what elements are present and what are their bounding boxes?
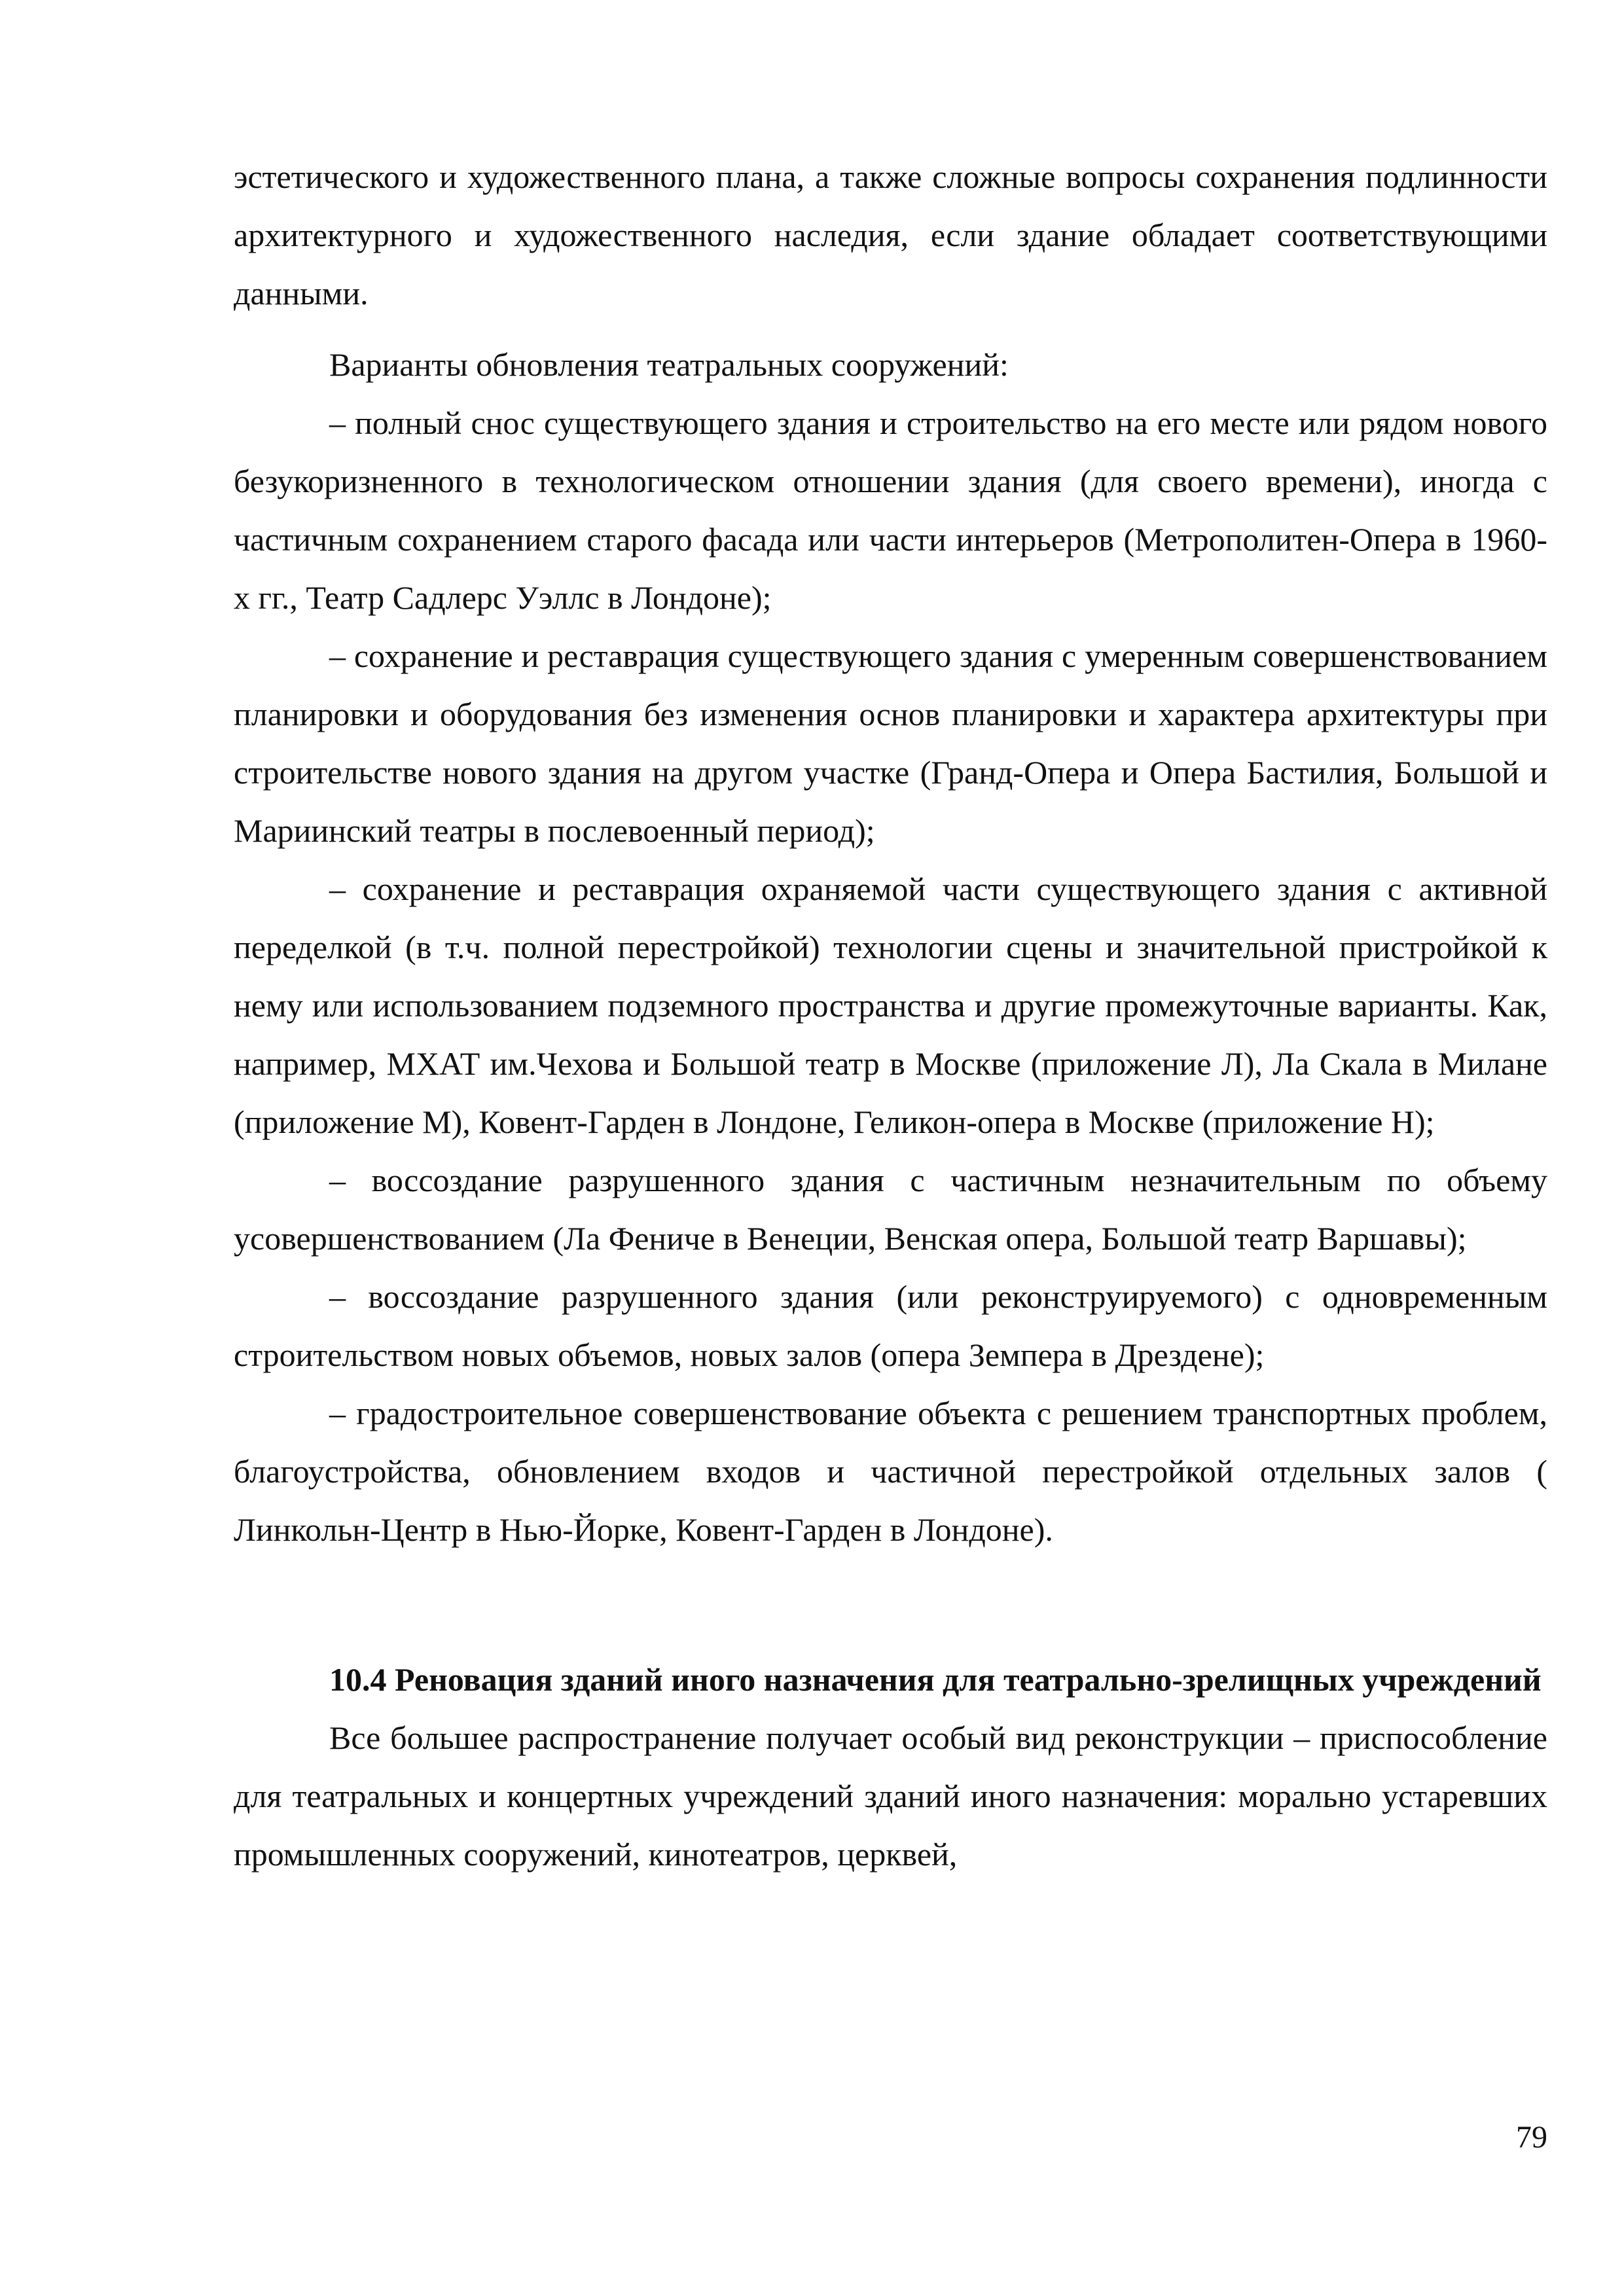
variant-item: – полный снос существующего здания и строительство на его месте или рядом нового безукоризненного в технологическом отношении здания (для своего времени), иногда с частичным сохранением старого фасада или части интерьеров (Метрополитен-Опера в 1960-х гг., Театр Садлерс Уэллс в Лондоне);: [234, 404, 1547, 616]
variant-item: – сохранение и реставрация охраняемой части существующего здания с активной переделкой (в т.ч. полной перестройкой) технологии сцены и значительной пристройкой к нему или использованием подземного пространства и другие промежуточные варианты. Как, например, МХАТ им.Чехова и Большой театр в Москве (приложение Л), Ла Скала в Милане (приложение М), Ковент-Гарден в Лондоне, Геликон-опера в Москве (приложение Н);: [234, 870, 1547, 1140]
variant-item: – сохранение и реставрация существующего здания с умеренным совершенствованием планировки и оборудования без изменения основ планировки и характера архитектуры при строительстве нового здания на другом участке (Гранд-Опера и Опера Бастилия, Большой и Мариинский театры в послевоенный период);: [234, 637, 1547, 849]
intro-paragraph: эстетического и художественного плана, а также сложные вопросы сохранения подлинности архитектурного и художественного наследия, если здание обладает соответствующими данными.: [234, 158, 1547, 312]
variant-item: – градостроительное совершенствование объекта с решением транспортных проблем, благоустройства, обновлением входов и частичной перестройкой отдельных залов ( Линкольн-Центр в Нью-Йорке, Ковент-Гарден в Лондоне).: [234, 1395, 1547, 1548]
page-body: [234, 148, 1547, 1884]
variants-title: Варианты обновления театральных сооружений:: [329, 346, 1009, 383]
variant-item: – воссоздание разрушенного здания с частичным незначительным по объему усовершенствованием (Ла Фениче в Венеции, Венская опера, Большой театр Варшавы);: [234, 1162, 1547, 1257]
page-number: 79: [1516, 2120, 1547, 2155]
section-paragraph: Все большее распространение получает особый вид реконструкции – приспособление для театральных и концертных учреждений зданий иного назначения: морально устаревших промышленных сооружений, кинотеатров, церквей,: [234, 1719, 1547, 1873]
section-heading: 10.4 Реновация зданий иного назначения для театрально-зрелищных учреждений: [329, 1661, 1542, 1698]
variant-item: – воссоздание разрушенного здания (или реконструируемого) с одновременным строительством новых объемов, новых залов (опера Земпера в Дрездене);: [234, 1278, 1547, 1373]
